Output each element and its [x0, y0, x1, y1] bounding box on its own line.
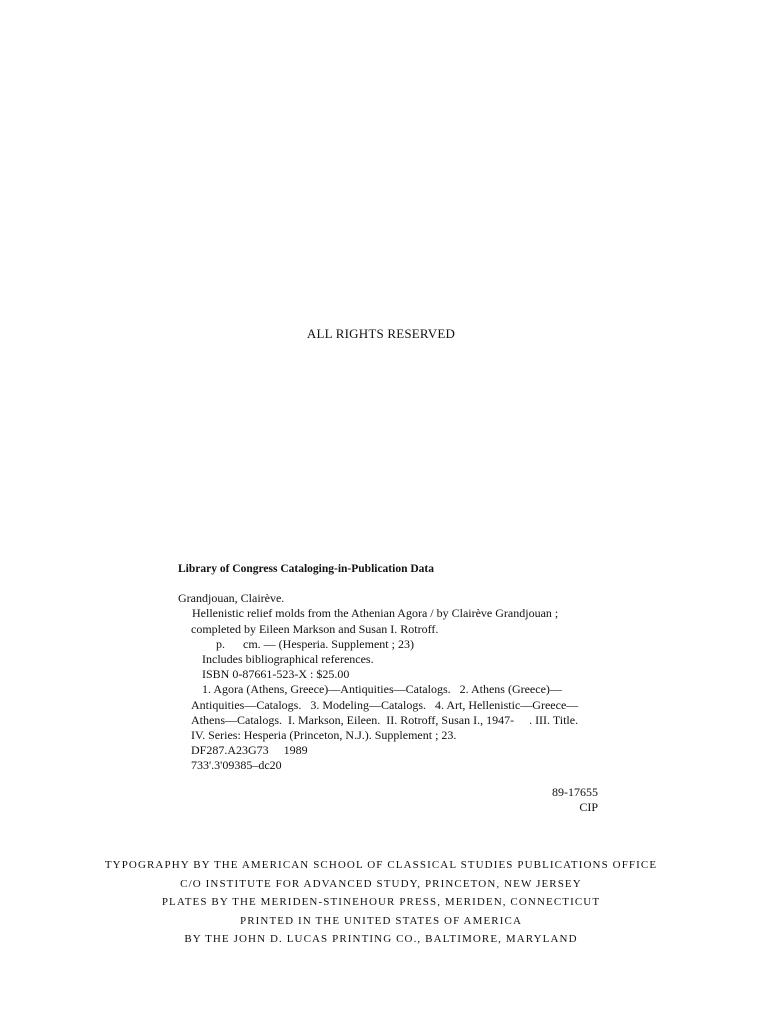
cip-lccn: 89-17655: [552, 784, 598, 799]
cip-title-cont: completed by Eileen Markson and Susan I. Rotroff.: [191, 621, 439, 636]
cip-isbn: ISBN 0-87661-523-X : $25.00: [202, 667, 350, 682]
cip-series: IV. Series: Hesperia (Princeton, N.J.). Supplement ; 23.: [191, 728, 457, 743]
cip-label: CIP: [579, 799, 598, 814]
cip-author: Grandjouan, Clairève.: [178, 591, 285, 606]
cip-title: Hellenistic relief molds from the Athenian Agora / by Clairève Grandjouan ;: [192, 606, 559, 621]
cip-dewey: 733'.3'09385–dc20: [191, 758, 282, 773]
colophon-line: BY THE JOHN D. LUCAS PRINTING CO., BALTIMORE, MARYLAND: [184, 933, 578, 946]
cip-heading: Library of Congress Cataloging-in-Publication Data: [178, 563, 434, 575]
cip-subjects-cont: Antiquities—Catalogs. 3. Modeling—Catalogs. 4. Art, Hellenistic—Greece—: [191, 697, 579, 712]
colophon: [0, 856, 762, 949]
cip-call-number: DF287.A23G73 1989: [191, 743, 308, 758]
cip-subjects: 1. Agora (Athens, Greece)—Antiquities—Catalogs. 2. Athens (Greece)—: [202, 682, 562, 697]
cip-note: Includes bibliographical references.: [202, 652, 374, 667]
colophon-line: PLATES BY THE MERIDEN-STINEHOUR PRESS, MERIDEN, CONNECTICUT: [161, 896, 601, 909]
colophon-line: PRINTED IN THE UNITED STATES OF AMERICA: [240, 914, 522, 927]
colophon-line: TYPOGRAPHY BY THE AMERICAN SCHOOL OF CLASSICAL STUDIES PUBLICATIONS OFFICE: [104, 859, 658, 871]
colophon-line: C/O INSTITUTE FOR ADVANCED STUDY, PRINCETON, NEW JERSEY: [180, 877, 582, 890]
cip-subjects-cont: Athens—Catalogs. I. Markson, Eileen. II. Rotroff, Susan I., 1947- . III. Title.: [191, 712, 579, 727]
rights-notice: ALL RIGHTS RESERVED: [306, 326, 456, 341]
cip-collation: p. cm. — (Hesperia. Supplement ; 23): [216, 636, 414, 651]
cip-block: [178, 562, 598, 815]
